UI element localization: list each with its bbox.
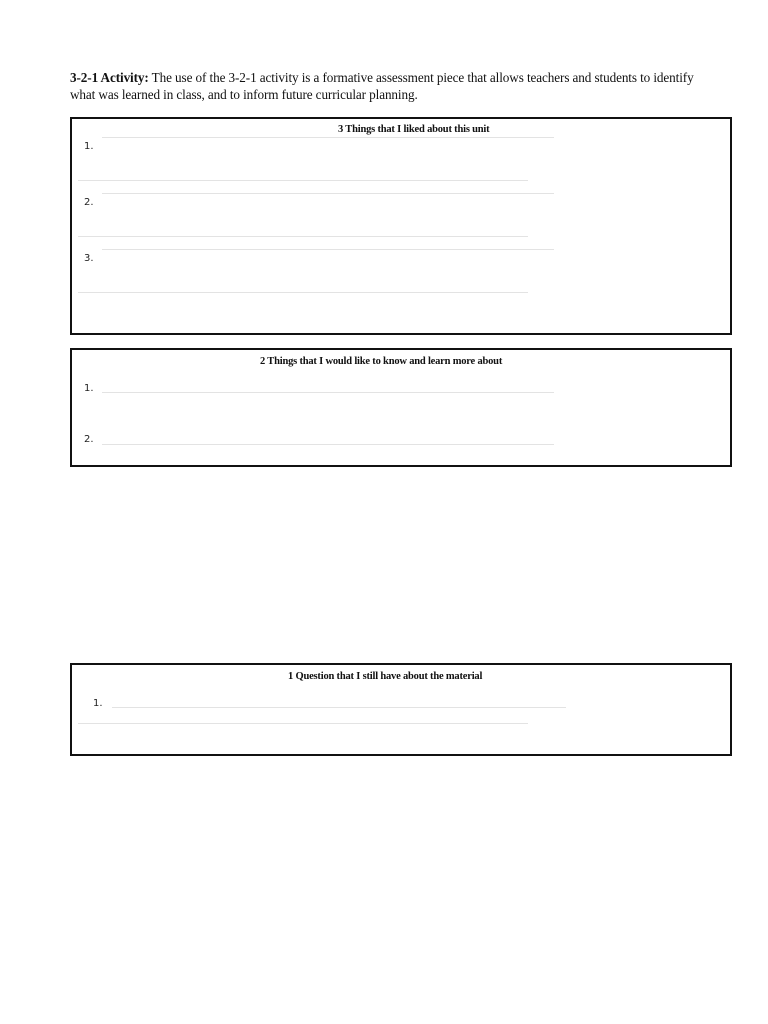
activity-label: 3-2-1 Activity: [70, 70, 149, 85]
writing-line [102, 392, 554, 393]
writing-line [78, 236, 528, 237]
writing-line [78, 292, 528, 293]
writing-line [78, 180, 528, 181]
writing-line [102, 193, 554, 194]
intro-paragraph [70, 69, 710, 103]
writing-line [102, 137, 554, 138]
writing-line [102, 444, 554, 445]
writing-line [78, 723, 528, 724]
box-two-title: 2 Things that I would like to know and learn more about [260, 356, 503, 367]
item-number: 1. [84, 383, 94, 394]
item-number: 1. [93, 698, 103, 709]
box-three-title: 3 Things that I liked about this unit [338, 124, 490, 135]
item-number: 3. [84, 253, 94, 264]
item-number: 1. [84, 141, 94, 152]
box-three-things [70, 117, 732, 335]
box-one-title: 1 Question that I still have about the material [288, 671, 483, 682]
box-one-question [70, 663, 732, 756]
item-number: 2. [84, 434, 94, 445]
writing-line [102, 249, 554, 250]
item-number: 2. [84, 197, 94, 208]
box-two-things [70, 348, 732, 467]
intro-text: The use of the 3-2-1 activity is a formative assessment piece that allows teachers and students to identify what was learned in class, and to inform future curricular planning. [70, 70, 694, 102]
writing-line [112, 707, 566, 708]
